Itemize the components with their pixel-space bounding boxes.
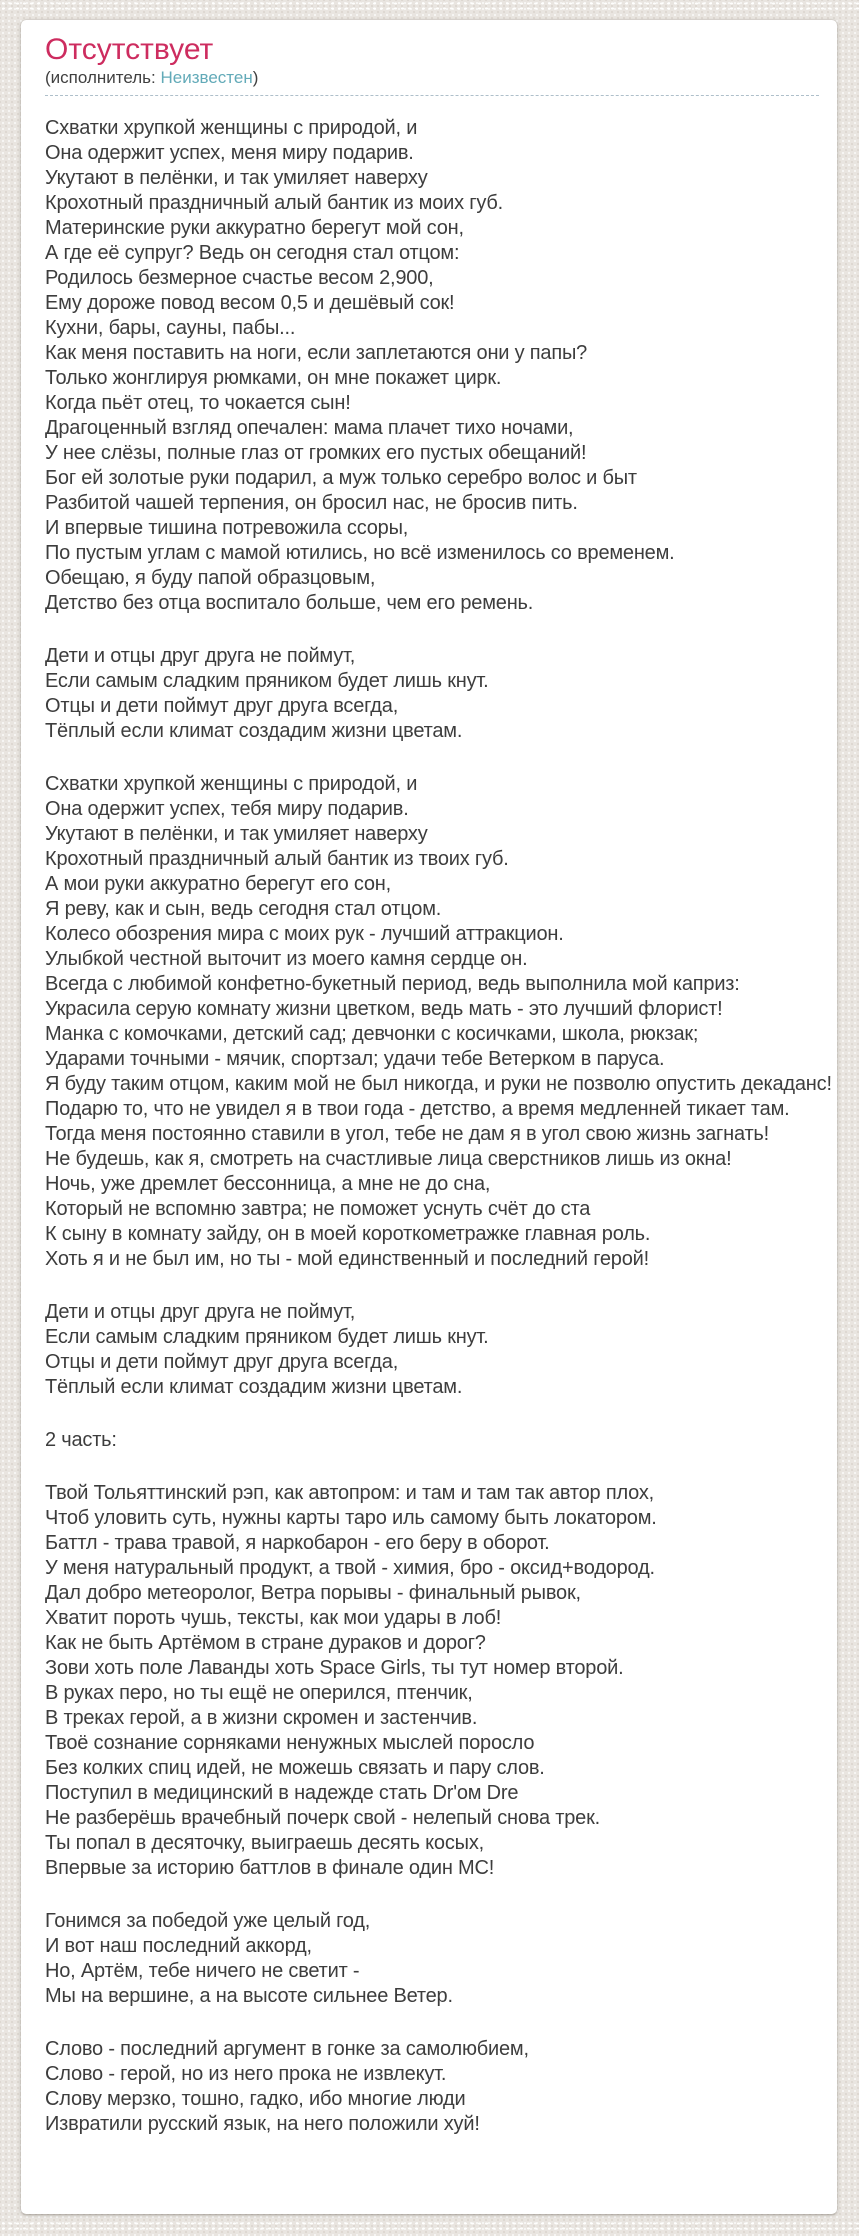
lyric-line: Отцы и дети поймут друг друга всегда,	[45, 1351, 399, 1373]
lyric-line: Ударами точными - мячик, спортзал; удачи тебе Ветерком в паруса.	[45, 1048, 665, 1070]
lyric-line: Хоть я и не был им, но ты - мой единственный и последний герой!	[45, 1248, 649, 1270]
lyric-line: Дети и отцы друг друга не поймут,	[45, 645, 356, 667]
lyric-line: Не разберёшь врачебный почерк свой - нелепый снова трек.	[45, 1807, 601, 1829]
lyric-line: А где её супруг? Ведь он сегодня стал отцом:	[45, 242, 460, 264]
artist-line	[45, 68, 819, 96]
lyric-line: Извратили русский язык, на него положили хуй!	[45, 2113, 480, 2135]
stanza	[45, 772, 832, 1272]
song-title-link[interactable]: Отсутствует	[45, 33, 214, 66]
lyric-line: Ты попал в десяточку, выиграешь десять косых,	[45, 1832, 484, 1854]
background-texture-top	[0, 1, 859, 10]
lyric-line: Твоё сознание сорняками ненужных мыслей поросло	[45, 1732, 535, 1754]
lyric-line: Как не быть Артёмом в стране дураков и дорог?	[45, 1632, 486, 1654]
lyric-line: Я буду таким отцом, каким мой не был никогда, и руки не позволю опустить декаданс!	[45, 1073, 832, 1095]
lyric-line: Слово - последний аргумент в гонке за самолюбием,	[45, 2038, 529, 2060]
lyric-line: Крохотный праздничный алый бантик из моих губ.	[45, 192, 504, 214]
lyric-line: У меня натуральный продукт, а твой - химия, бро - оксид+водород.	[45, 1557, 655, 1579]
lyric-line: Материнские руки аккуратно берегут мой сон,	[45, 217, 464, 239]
lyric-line: Бог ей золотые руки подарил, а муж только серебро волос и быт	[45, 467, 637, 489]
lyric-line: Драгоценный взгляд опечален: мама плачет тихо ночами,	[45, 417, 574, 439]
lyric-line: Впервые за историю баттлов в финале один MC!	[45, 1857, 495, 1879]
lyric-line: 2 часть:	[45, 1429, 117, 1451]
lyrics	[45, 116, 832, 2137]
lyric-line: Только жонглируя рюмками, он мне покажет цирк.	[45, 367, 502, 389]
lyric-line: Но, Артём, тебе ничего не светит -	[45, 1960, 360, 1982]
lyric-line: Обещаю, я буду папой образцовым,	[45, 567, 376, 589]
lyric-line: Зови хоть поле Лаванды хоть Space Girls, ты тут номер второй.	[45, 1657, 624, 1679]
lyric-line: Она одержит успех, меня миру подарив.	[45, 142, 414, 164]
lyric-line: По пустым углам с мамой ютились, но всё изменилось со временем.	[45, 542, 675, 564]
lyric-line: Схватки хрупкой женщины с природой, и	[45, 773, 418, 795]
lyric-line: Ему дороже повод весом 0,5 и дешёвый сок!	[45, 292, 455, 314]
stanza	[45, 1428, 819, 1453]
stanza	[45, 1481, 819, 1881]
content-card	[21, 20, 837, 2214]
lyric-line: Когда пьёт отец, то чокается сын!	[45, 392, 351, 414]
lyric-line: И вот наш последний аккорд,	[45, 1935, 312, 1957]
lyric-line: Баттл - трава травой, я наркобарон - его беру в оборот.	[45, 1532, 550, 1554]
lyric-line: Подарю то, что не увидел я в твои года - детство, а время медленней тикает там.	[45, 1098, 790, 1120]
lyric-line: В руках перо, но ты ещё не оперился, птенчик,	[45, 1682, 473, 1704]
lyric-line: Родилось безмерное счастье весом 2,900,	[45, 267, 434, 289]
lyric-line: Чтоб уловить суть, нужны карты таро иль самому быть локатором.	[45, 1507, 657, 1529]
lyric-line: Разбитой чашей терпения, он бросил нас, не бросив пить.	[45, 492, 578, 514]
lyric-line: Гонимся за победой уже целый год,	[45, 1910, 371, 1932]
lyric-line: А мои руки аккуратно берегут его сон,	[45, 873, 392, 895]
lyric-line: Если самым сладким пряником будет лишь кнут.	[45, 1326, 489, 1348]
lyric-line: Мы на вершине, а на высоте сильнее Ветер.	[45, 1985, 453, 2007]
lyric-line: Тогда меня постоянно ставили в угол, тебе не дам я в угол свою жизнь загнать!	[45, 1123, 769, 1145]
lyric-line: Украсила серую комнату жизни цветком, ведь мать - это лучший флорист!	[45, 998, 723, 1020]
lyric-line: Колесо обозрения мира с моих рук - лучший аттракцион.	[45, 923, 564, 945]
artist-link[interactable]: Неизвестен	[160, 68, 253, 87]
stanza	[45, 116, 819, 616]
lyric-line: Не будешь, как я, смотреть на счастливые лица сверстников лишь из окна!	[45, 1148, 732, 1170]
lyric-line: Ночь, уже дремлет бессонница, а мне не до сна,	[45, 1173, 491, 1195]
lyric-line: К сыну в комнату зайду, он в моей короткометражке главная роль.	[45, 1223, 651, 1245]
lyric-line: Твой Тольяттинский рэп, как автопром: и там и там так автор плох,	[45, 1482, 655, 1504]
stanza	[45, 2037, 819, 2137]
stanza	[45, 1909, 819, 2009]
lyric-line: Манка с комочками, детский сад; девчонки с косичками, школа, рюкзак;	[45, 1023, 699, 1045]
stanza	[45, 644, 819, 744]
stanza	[45, 1300, 819, 1400]
lyric-line: Хватит пороть чушь, тексты, как мои удары в лоб!	[45, 1607, 502, 1629]
lyric-line: Укутают в пелёнки, и так умиляет наверху	[45, 823, 428, 845]
lyric-line: В треках герой, а в жизни скромен и застенчив.	[45, 1707, 478, 1729]
lyric-line: Поступил в медицинский в надежде стать Dr'ом Dre	[45, 1782, 519, 1804]
artist-prefix: (исполнитель:	[45, 68, 161, 87]
lyric-line: Дал добро метеоролог, Ветра порывы - финальный рывок,	[45, 1582, 581, 1604]
lyric-line: Кухни, бары, сауны, пабы...	[45, 317, 296, 339]
lyric-line: Дети и отцы друг друга не поймут,	[45, 1301, 356, 1323]
artist-suffix: )	[252, 68, 259, 87]
lyric-line: Она одержит успех, тебя миру подарив.	[45, 798, 409, 820]
lyric-line: И впервые тишина потревожила ссоры,	[45, 517, 409, 539]
lyric-line: Который не вспомню завтра; не поможет уснуть счёт до ста	[45, 1198, 591, 1220]
lyric-line: Схватки хрупкой женщины с природой, и	[45, 117, 418, 139]
lyric-line: Укутают в пелёнки, и так умиляет наверху	[45, 167, 428, 189]
lyric-line: Детство без отца воспитало больше, чем его ремень.	[45, 592, 534, 614]
lyric-line: Отцы и дети поймут друг друга всегда,	[45, 695, 399, 717]
lyric-line: У нее слёзы, полные глаз от громких его пустых обещаний!	[45, 442, 587, 464]
lyric-line: Слову мерзко, тошно, гадко, ибо многие люди	[45, 2088, 466, 2110]
lyric-line: Тёплый если климат создадим жизни цветам.	[45, 1376, 463, 1398]
background-texture-bottom	[0, 2221, 859, 2230]
lyric-line: Если самым сладким пряником будет лишь кнут.	[45, 670, 489, 692]
lyric-line: Слово - герой, но из него прока не извлекут.	[45, 2063, 447, 2085]
lyric-line: Тёплый если климат создадим жизни цветам.	[45, 720, 463, 742]
lyric-line: Улыбкой честной выточит из моего камня сердце он.	[45, 948, 528, 970]
lyric-line: Всегда с любимой конфетно-букетный период, ведь выполнила мой каприз:	[45, 973, 740, 995]
lyric-line: Без колких спиц идей, не можешь связать и пару слов.	[45, 1757, 545, 1779]
lyric-line: Я реву, как и сын, ведь сегодня стал отцом.	[45, 898, 442, 920]
lyric-line: Крохотный праздничный алый бантик из твоих губ.	[45, 848, 509, 870]
lyric-line: Как меня поставить на ноги, если заплетаются они у папы?	[45, 342, 588, 364]
